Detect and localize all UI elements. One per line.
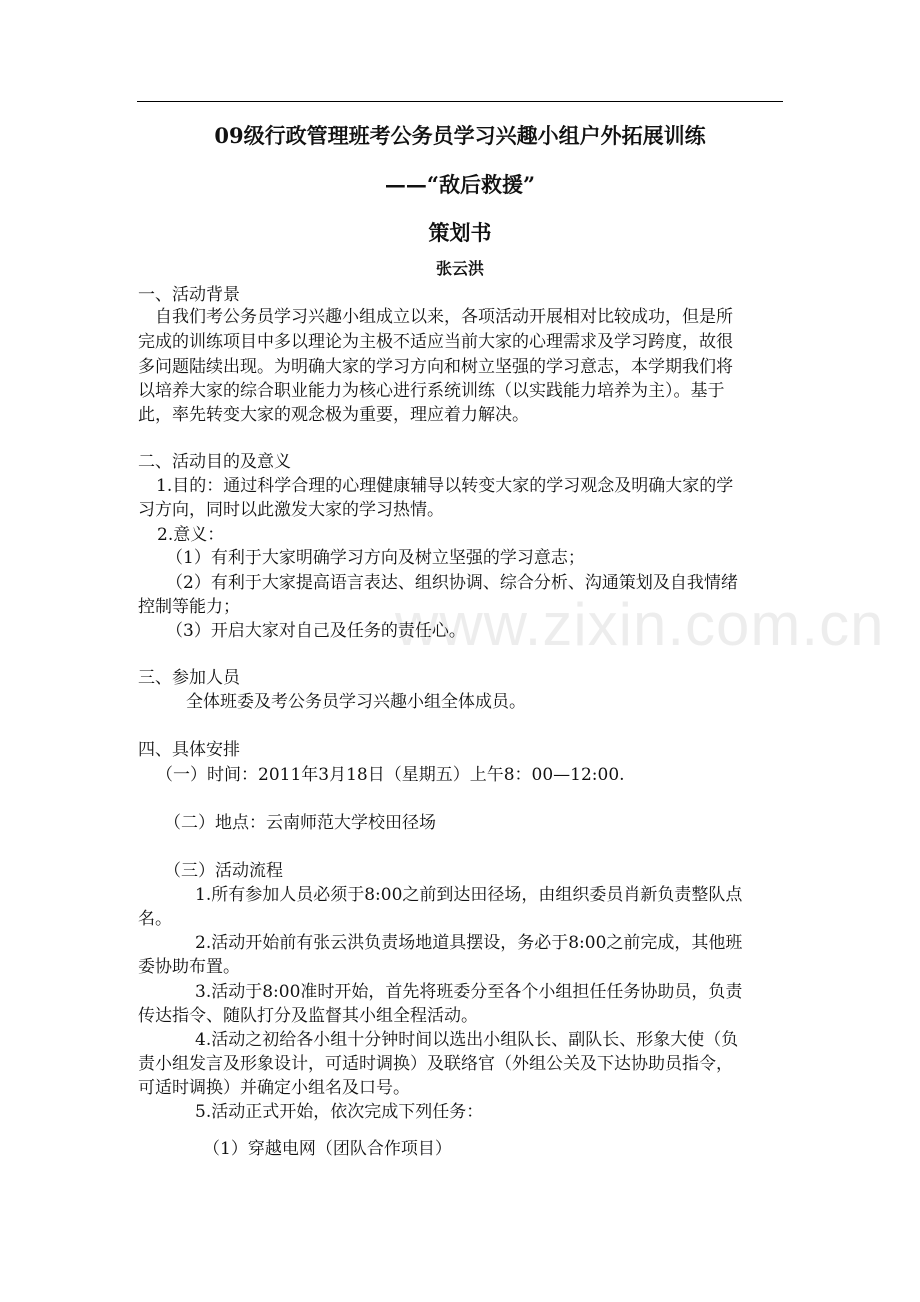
list-item: （3）开启大家对自己及任务的责任心。 <box>166 621 466 641</box>
process-step-continuation: 名。 <box>138 909 172 929</box>
watermark: www.zixin.com.cn <box>395 591 885 658</box>
paragraph-line: 完成的训练项目中多以理论为主极不适应当前大家的心理需求及学习跨度，故很 <box>138 332 733 352</box>
process-step: 5.活动正式开始，依次完成下列任务： <box>195 1102 484 1122</box>
list-item: （2）有利于大家提高语言表达、组织协调、综合分析、沟通策划及自我情绪 <box>166 573 738 593</box>
doc-title: 09级行政管理班考公务员学习兴趣小组户外拓展训练 <box>214 123 706 148</box>
process-step: 1.所有参加人员必须于8:00之前到达田径场，由组织委员肖新负责整队点 <box>195 885 743 905</box>
paragraph-line: 1.目的：通过科学合理的心理健康辅导以转变大家的学习观念及明确大家的学 <box>156 476 734 496</box>
list-item-continuation: 控制等能力； <box>138 597 240 617</box>
process-step-continuation: 传达指令、随队打分及监督其小组全程活动。 <box>138 1006 478 1026</box>
header-rule <box>137 101 783 102</box>
section-heading-arrangement: 四、具体安排 <box>138 740 240 760</box>
section-heading-purpose: 二、活动目的及意义 <box>138 452 291 472</box>
task-item: （1）穿越电网（团队合作项目） <box>203 1139 452 1159</box>
process-step: 2.活动开始前有张云洪负责场地道具摆设，务必于8:00之前完成，其他班 <box>195 933 743 953</box>
schedule-time: （一）时间：2011年3月18日（星期五）上午8：00—12:00. <box>156 765 625 785</box>
section-heading-participants: 三、参加人员 <box>138 668 240 688</box>
author-name: 张云洪 <box>435 259 484 278</box>
paragraph-line: 2.意义： <box>157 525 225 545</box>
paragraph-line: 自我们考公务员学习兴趣小组成立以来，各项活动开展相对比较成功，但是所 <box>155 307 733 327</box>
process-step-continuation: 责小组发言及形象设计，可适时调换）及联络官（外组公关及下达协助员指令， <box>138 1054 733 1074</box>
list-item: （1）有利于大家明确学习方向及树立坚强的学习意志； <box>166 548 585 568</box>
paragraph-line: 习方向，同时以此激发大家的学习热情。 <box>138 500 444 520</box>
section-heading-background: 一、活动背景 <box>138 285 240 305</box>
paragraph-line: 全体班委及考公务员学习兴趣小组全体成员。 <box>186 692 526 712</box>
process-step: 4.活动之初给各小组十分钟时间以选出小组队长、副队长、形象大使（负 <box>195 1030 739 1050</box>
schedule-location: （二）地点：云南师范大学校田径场 <box>164 813 436 833</box>
doc-type-heading: 策划书 <box>428 221 492 245</box>
doc-subtitle: ——“敌后救援” <box>384 172 536 197</box>
paragraph-line: 以培养大家的综合职业能力为核心进行系统训练（以实践能力培养为主）。基于 <box>138 381 725 401</box>
process-step-continuation: 委协助布置。 <box>138 957 240 977</box>
schedule-process-heading: （三）活动流程 <box>164 861 283 881</box>
paragraph-line: 此，率先转变大家的观念极为重要，理应着力解决。 <box>138 405 529 425</box>
paragraph-line: 多问题陆续出现。为明确大家的学习方向和树立坚强的学习意志，本学期我们将 <box>138 357 733 377</box>
process-step: 3.活动于8:00准时开始，首先将班委分至各个小组担任任务协助员，负责 <box>195 982 743 1002</box>
process-step-continuation: 可适时调换）并确定小组名及口号。 <box>138 1078 410 1098</box>
